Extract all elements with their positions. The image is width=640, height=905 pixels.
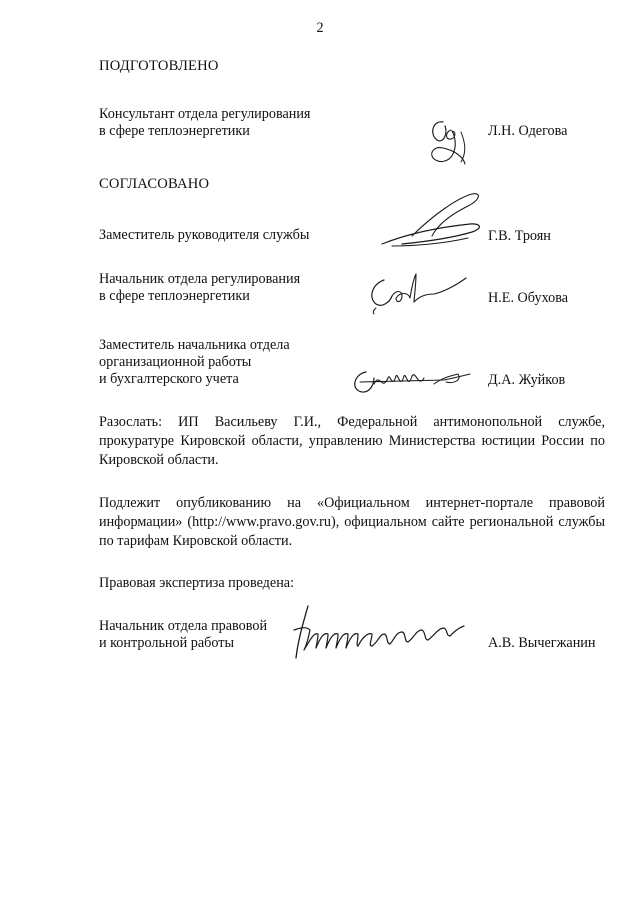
position-line: Начальник отдела правовой [99,618,268,634]
prepared-position [99,106,379,140]
agreed-name-2: Н.Е. Обухова [488,290,569,306]
prepared-name: Л.Н. Одегова [488,123,568,139]
position-line: Заместитель начальника отдела [99,337,290,353]
position-line: в сфере теплоэнергетики [99,288,250,304]
position-line: Начальник отдела регулирования [99,271,301,287]
agreed-name-1: Г.В. Троян [488,228,551,244]
agreed-position-2 [99,271,379,305]
distribution-text: Разослать: ИП Васильеву Г.И., Федеральной антимонопольной службе, прокуратуре Кировской области, управлению Министерства юстиции России по Кировской области. [99,414,605,468]
position-line: Заместитель руководителя службы [99,227,310,243]
agreed-name-3: Д.А. Жуйков [488,372,566,388]
signature-obukhova [362,262,472,316]
signature-vychegzhanin [288,600,468,662]
position-line: Консультант отдела регулирования [99,106,311,122]
prepared-heading: ПОДГОТОВЛЕНО [99,58,219,74]
legal-review-statement: Правовая экспертиза проведена: [99,575,295,591]
position-line: в сфере теплоэнергетики [99,123,250,139]
position-line: организационной работы [99,354,252,370]
position-line: и контрольной работы [99,635,234,651]
signature-zhuikov [346,362,476,398]
signature-troyan [372,186,490,256]
legal-review-name: А.В. Вычегжанин [488,635,596,651]
signature-odegova [415,112,485,174]
publication-text: Подлежит опубликованию на «Официальном интернет-портале правовой информации» (http://www.pravo.gov.ru), официальном сайте региональной службы по тарифам Кировской области. [99,495,605,549]
agreed-heading: СОГЛАСОВАНО [99,176,210,192]
page-number: 2 [316,20,324,36]
position-line: и бухгалтерского учета [99,371,239,387]
agreed-position-3 [99,337,379,388]
agreed-position-1 [99,227,379,244]
